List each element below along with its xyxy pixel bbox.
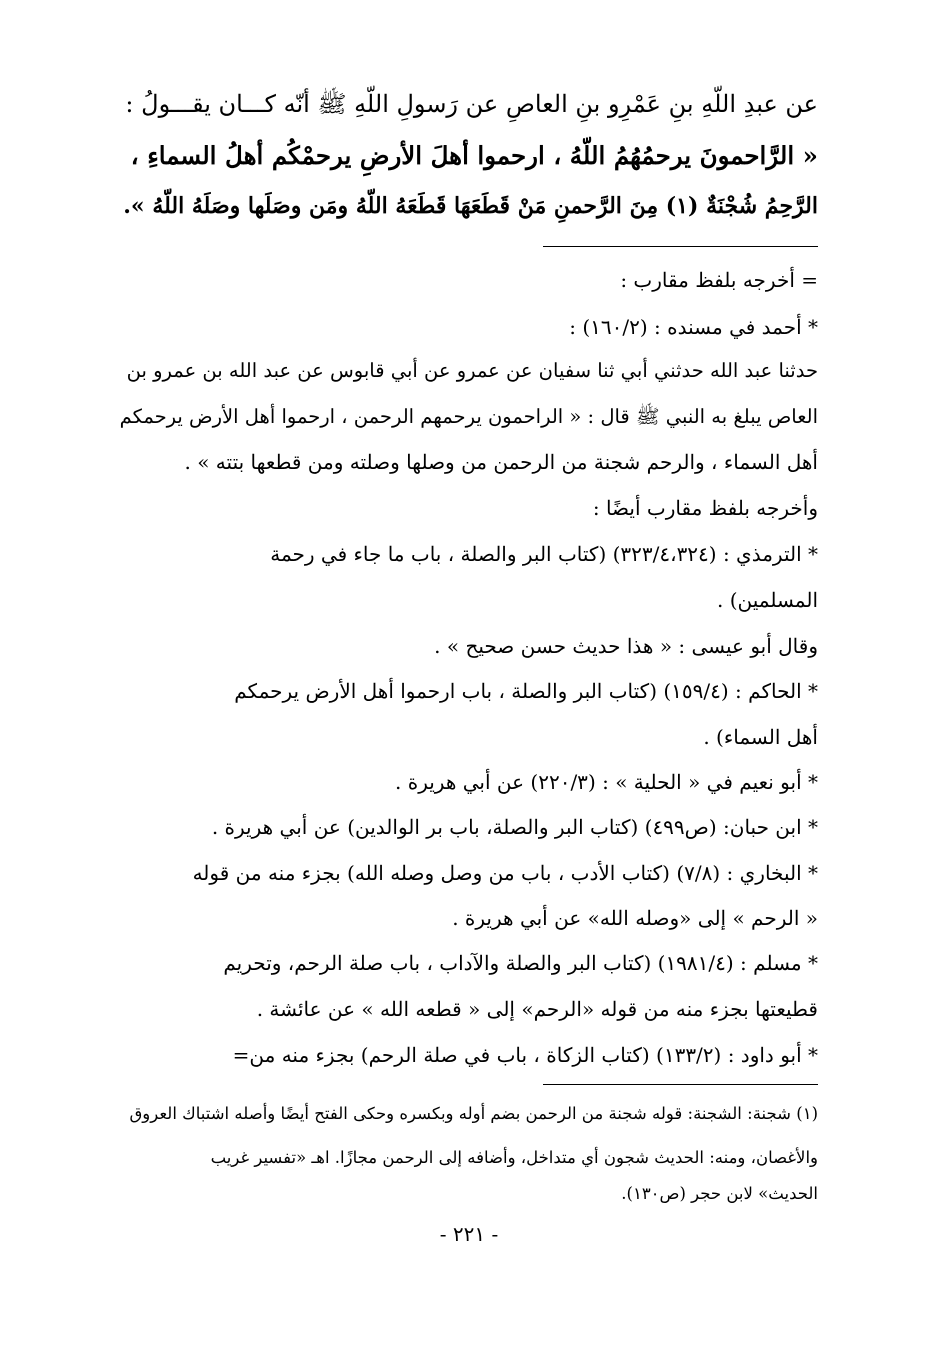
note-line-5: أهل السماء ، والرحم شجنة من الرحمن من وصلها وصلته ومن قطعها بتته » . bbox=[184, 450, 818, 474]
note-line-18: * أبو داود : (١٣٣/٢) (كتاب الزكاة ، باب في صلة الرحم) بجزء منه من= bbox=[232, 1043, 818, 1067]
note-line-16: * مسلم : (١٩٨١/٤) (كتاب البر والصلة والآداب ، باب صلة الرحم، وتحريم bbox=[223, 951, 818, 975]
footnote-line-1: (١) شجنة: الشجنة: قوله شجنة من الرحمن بضم أوله وبكسره وحكى الفتح أيضًا وأصله اشتباك العروق bbox=[129, 1104, 818, 1123]
note-line-15: « الرحم » إلى «وصله الله» عن أبي هريرة . bbox=[452, 906, 818, 930]
main-separator-rule bbox=[543, 246, 818, 247]
page-number: - ٢٢١ - bbox=[439, 1222, 499, 1246]
note-line-6: وأخرجه بلفظ مقارب أيضًا : bbox=[592, 496, 818, 520]
note-line-17: قطيعتها بجزء منه من قوله «الرحم» إلى « قطعه الله » عن عائشة . bbox=[256, 997, 818, 1021]
footnote-separator-rule bbox=[543, 1084, 818, 1085]
note-line-9: وقال أبو عيسى : « هذا حديث حسن صحيح » . bbox=[434, 634, 818, 658]
note-line-10: * الحاكم : (١٥٩/٤) (كتاب البر والصلة ، باب ارحموا أهل الأرض يرحمكم bbox=[234, 679, 818, 703]
footnote-line-2: والأغصان، ومنه: الحديث شجون أي متداخل، وأضافه إلى الرحمن مجازًا. اهـ «تفسير غريب bbox=[210, 1148, 818, 1167]
note-line-7: * الترمذي : (٣٢٣/٤،٣٢٤) (كتاب البر والصلة ، باب ما جاء في رحمة bbox=[270, 542, 818, 566]
note-line-12: * أبو نعيم في « الحلية » : (٢٢٠/٣) عن أبي هريرة . bbox=[395, 770, 818, 794]
note-line-13: * ابن حبان: (ص٤٩٩) (كتاب البر والصلة، باب بر الوالدين) عن أبي هريرة . bbox=[211, 815, 818, 839]
note-line-14: * البخاري : (٧/٨) (كتاب الأدب ، باب من وصل وصله الله) بجزء منه من قوله bbox=[192, 861, 818, 885]
note-line-1: = أخرجه بلفظ مقارب : bbox=[620, 268, 818, 292]
main-text-line-2: « الرَّاحمونَ يرحمُهُمُ اللّهُ ، ارحموا أهلَ الأرضِ يرحمْكُم أهلُ السماءِ ، bbox=[130, 141, 818, 170]
note-line-2: * أحمد في مسنده : (١٦٠/٢) : bbox=[569, 315, 818, 339]
note-line-3: حدثنا عبد الله حدثني أبي ثنا سفيان عن عمرو عن أبي قابوس عن عبد الله بن عمرو بن bbox=[126, 359, 818, 382]
note-line-8: المسلمين) . bbox=[716, 588, 818, 612]
main-text-line-3: الرَّحِمُ شُجْنَةٌ (١) مِنَ الرَّحمنِ مَنْ قَطَعَهَا قَطَعَهُ اللّهُ ومَن وصَلَها وصَلَهُ اللّهُ ». bbox=[123, 193, 818, 219]
main-text-line-1: عن عبدِ اللّهِ بنِ عَمْرِو بنِ العاصِ عن رَسولِ اللّهِ ﷺ أنّه كـــان يقـــولُ : bbox=[125, 90, 818, 118]
footnote-line-3: الحديث» لابن حجر (ص١٣٠). bbox=[621, 1184, 818, 1203]
note-line-4: العاص يبلغ به النبي ﷺ قال : « الراحمون يرحمهم الرحمن ، ارحموا أهل الأرض يرحمكم bbox=[119, 405, 818, 428]
note-line-11: أهل السماء) . bbox=[703, 725, 818, 749]
